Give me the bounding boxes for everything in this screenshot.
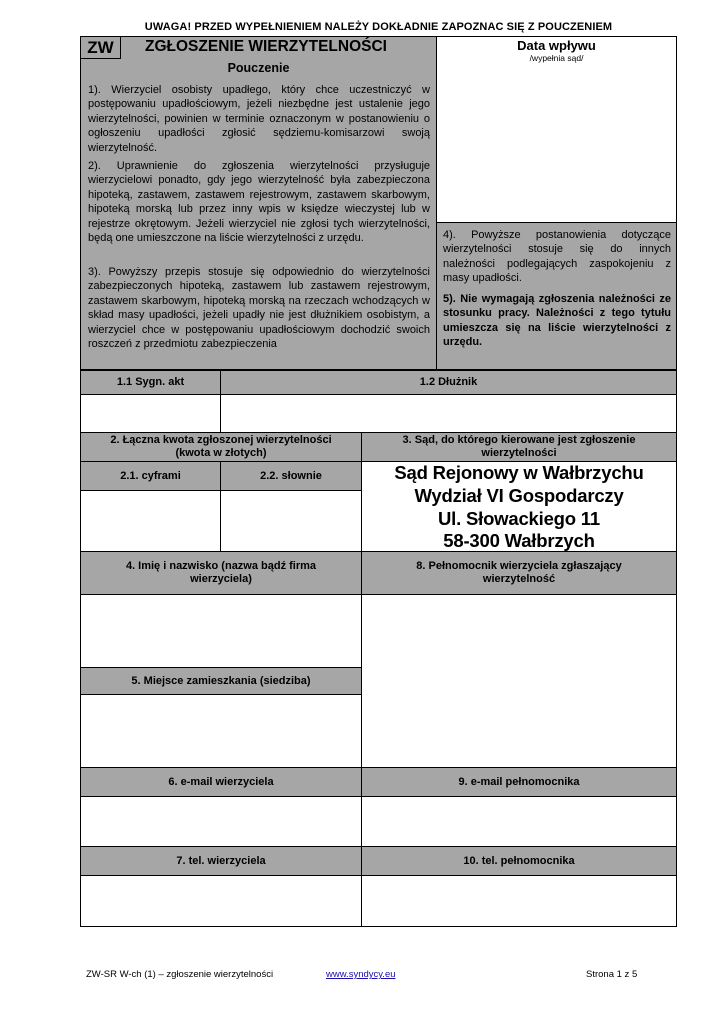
date-received-box[interactable] [436, 36, 677, 223]
creditor-email-field[interactable] [80, 796, 362, 847]
creditor-name-field[interactable] [80, 594, 362, 668]
instruction-5: 5). Nie wymagają zgłoszenia należności ze stosunku pracy. Należności z tego tytułu umieszcza się na liście wierzytelności z urzędu. [443, 293, 671, 349]
creditor-phone-field[interactable] [80, 875, 362, 927]
attorney-phone-label: 10. tel. pełnomocnika [361, 846, 677, 876]
court-street: Ul. Słowackiego 11 [438, 508, 600, 529]
instruction-4: 4). Powyższe postanowienia dotyczące wierzytelności stosuje się do innych należności podlegających zaspokojeniu z masy upadłości. [443, 229, 671, 285]
attorney-label: 8. Pełnomocnik wierzyciela zgłaszający wierzytelność [361, 551, 677, 595]
creditor-address-field[interactable] [80, 694, 362, 768]
date-received-subtitle: /wypełnia sąd/ [529, 53, 584, 63]
creditor-email-label: 6. e-mail wierzyciela [80, 767, 362, 797]
attorney-field[interactable] [361, 594, 677, 768]
case-number-label: 1.1 Sygn. akt [80, 370, 221, 395]
creditor-name-label: 4. Imię i nazwisko (nazwa bądź firma wierzyciela) [80, 551, 362, 595]
court-name: Sąd Rejonowy w Wałbrzychu [394, 462, 644, 483]
instruction-1: 1). Wierzyciel osobisty upadłego, który chce uczestniczyć w postępowaniu upadłościowym, jeżeli niezbędne jest ustalenie jego wierzytelności, powinien w terminie oznaczonym w postanowieniu o ogłoszeniu upadłości zgłosić sędziemu-komisarzowi swoją wierzytelność. [88, 84, 430, 154]
form-title: ZGŁOSZENIE WIERZYTELNOŚCI [145, 38, 387, 55]
instruction-3: 3). Powyższy przepis stosuje się odpowiednio do wierzytelności zabezpieczonych hipoteką, zastawem lub zastawem rejestrowym, zastawem skarbowym, hipoteką morską na rzeczach wchodzących w skład masy upadłości, jeżeli upadły nie jest dłużnikiem osobistym, a wierzyciel chce w postępowaniu upadłościowym dochodzić swoich roszczeń z przedmiotu zabezpieczenia [88, 266, 430, 351]
footer-doc-id: ZW-SR W-ch (1) – zgłoszenie wierzytelności [86, 969, 274, 980]
court-division: Wydział VI Gospodarczy [414, 485, 624, 506]
debtor-field[interactable] [220, 394, 677, 433]
date-received-title: Data wpływu [517, 38, 596, 53]
attorney-phone-field[interactable] [361, 875, 677, 927]
debtor-label: 1.2 Dłużnik [220, 370, 677, 395]
total-amount-label: 2. Łączna kwota zgłoszonej wierzytelności (kwota w złotych) [80, 432, 362, 462]
court-city: 58-300 Wałbrzych [443, 530, 595, 551]
instruction-2: 2). Uprawnienie do zgłoszenia wierzytelności przysługuje wierzycielowi ponadto, gdy jego wierzytelność była zabezpieczona hipoteką, zastawem, zastawem rejestrowym, zastawem skarbowym, hipoteką morską lub przez inny wpis w księdze wieczystej lub w rejestrze okrętowym. Jeżeli wierzyciel nie zgłosi tych wierzytelności, będą one umieszczone na liście wierzytelności z urzędu. [88, 160, 430, 245]
case-number-field[interactable] [80, 394, 221, 433]
page-number: Strona 1 z 5 [586, 969, 638, 980]
attorney-email-field[interactable] [361, 796, 677, 847]
court-label: 3. Sąd, do którego kierowane jest zgłoszenie wierzytelności [361, 432, 677, 462]
creditor-address-label: 5. Miejsce zamieszkania (siedziba) [80, 667, 362, 695]
creditor-phone-label: 7. tel. wierzyciela [80, 846, 362, 876]
instructions-title: Pouczenie [227, 61, 290, 75]
footer-link[interactable]: www.syndycy.eu [326, 969, 396, 980]
amount-digits-field[interactable] [80, 490, 221, 552]
warning-heading: UWAGA! PRZED WYPEŁNIENIEM NALEŻY DOKŁADNIE ZAPOZNAC SIĘ Z POUCZENIEM [144, 21, 613, 33]
amount-words-label: 2.2. słownie [220, 461, 362, 491]
amount-words-field[interactable] [220, 490, 362, 552]
form-code: ZW [80, 36, 121, 59]
amount-digits-label: 2.1. cyframi [80, 461, 221, 491]
attorney-email-label: 9. e-mail pełnomocnika [361, 767, 677, 797]
